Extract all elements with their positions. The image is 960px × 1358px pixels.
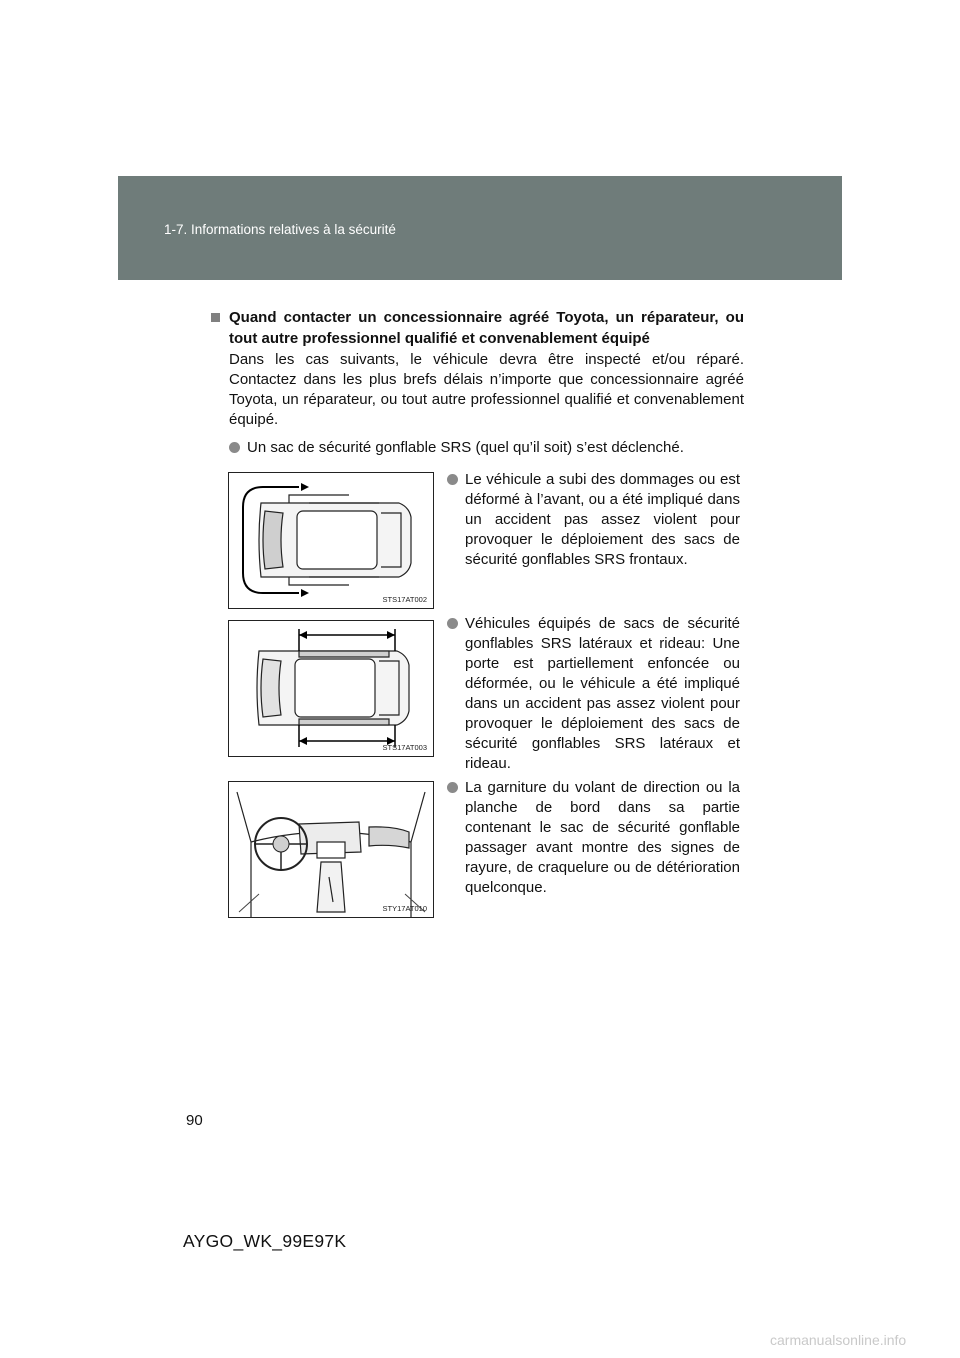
bullet-front-damage <box>447 470 740 570</box>
figure-side-impact <box>228 620 434 757</box>
bullet-text: Véhicules équipés de sacs de sécurité gonflables SRS latéraux et rideau: Une porte est partiellement enfoncée ou déformée, ou le véhicule a été impliqué dans un accident pas assez violent pour provoquer le déploiement des sacs de sécurité gonflables SRS latéraux et rideau. <box>465 615 740 772</box>
bullet-airbag-deployed <box>229 438 744 458</box>
figure-front-impact <box>228 472 434 609</box>
bullet-dot-icon <box>447 782 458 793</box>
document-code: AYGO_WK_99E97K <box>183 1231 347 1251</box>
bullet-text: La garniture du volant de direction ou la planche de bord dans sa partie contenant le sac de sécurité gonflable passager avant montre des signes de rayure, de craquelure ou de détérioration quelconque. <box>465 779 740 896</box>
bullet-trim-damage <box>447 778 740 898</box>
dashboard-steering-wheel-icon <box>229 782 433 917</box>
figure-code: STY17AT010 <box>382 904 427 913</box>
heading-text: Quand contacter un concessionnaire agréé Toyota, un réparateur, ou tout autre professionnel qualifié et convenablement équipé <box>229 309 744 347</box>
figure-code: STS17AT002 <box>382 595 427 604</box>
bullet-dot-icon <box>447 474 458 485</box>
figure-code: STS17AT003 <box>382 743 427 752</box>
car-top-view-side-icon <box>229 621 433 756</box>
car-top-view-front-icon <box>229 473 433 608</box>
section-heading <box>211 307 744 349</box>
bullet-dot-icon <box>229 442 240 453</box>
bullet-dot-icon <box>447 618 458 629</box>
page-number: 90 <box>186 1112 203 1129</box>
bullet-text: Le véhicule a subi des dommages ou est déformé à l’avant, ou a été impliqué dans un accident pas assez violent pour provoquer le déploiement des sacs de sécurité gonflables SRS frontaux. <box>465 471 740 568</box>
watermark: carmanualsonline.info <box>770 1332 907 1348</box>
bullet-side-damage <box>447 614 740 774</box>
figure-dashboard <box>228 781 434 918</box>
section-title: 1-7. Informations relatives à la sécurité <box>164 222 396 237</box>
intro-paragraph: Dans les cas suivants, le véhicule devra être inspecté et/ou réparé. Contactez dans les plus brefs délais n’importe que concessionnaire agréé Toyota, un réparateur, ou tout autre professionnel qualifié et convenablement équipé. <box>229 351 744 428</box>
square-bullet-icon <box>211 313 220 322</box>
bullet-text: Un sac de sécurité gonflable SRS (quel qu’il soit) s’est déclenché. <box>247 439 684 456</box>
